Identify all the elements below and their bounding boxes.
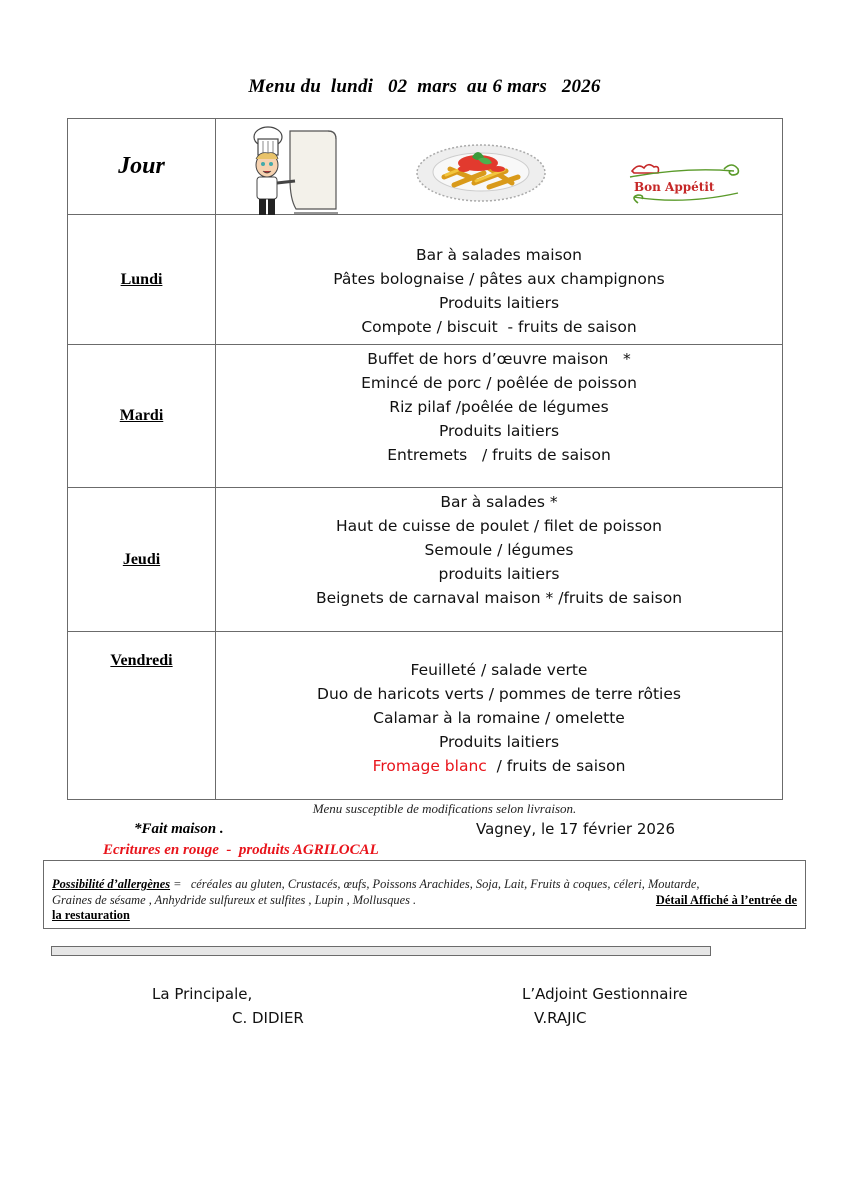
menu-cell-mardi [216,345,783,488]
day-label-mardi: Mardi [68,345,216,488]
menu-item-agrilocal [216,754,782,778]
separator-bar [51,946,711,956]
menu-item: produits laitiers [438,565,560,583]
agrilocal-note: Ecritures en rouge - produits AGRILOCAL [103,842,379,858]
table-header-row [68,119,783,215]
allergen-detail-note: Détail Affiché à l’entrée de [655,892,797,907]
menu-item: Produits laitiers [438,293,560,312]
bon-appetit-logo [628,159,744,211]
menu-item-rest: / fruits de saison [486,757,626,775]
fait-maison-note: *Fait maison . [134,821,224,837]
pasta-plate-illustration [414,139,548,203]
menu-item: Pâtes bolognaise / pâtes aux champignons [333,269,665,288]
svg-text:Bon Appétit: Bon Appétit [634,180,715,194]
day-label-vendredi: Vendredi [68,632,216,800]
menu-item: Buffet de hors d’œuvre maison * [367,350,631,368]
signature-name-adjoint: V.RAJIC [534,1009,587,1027]
modification-notice: Menu susceptible de modifications selon livraison. [312,801,577,816]
menu-item: Bar à salades * [440,493,558,511]
menu-item: Bar à salades maison [416,245,582,264]
menu-item: Produits laitiers [438,733,560,751]
page-title: Menu du lundi 02 mars au 6 mars 2026 [248,76,601,97]
signature-title-principale: La Principale, [152,985,253,1003]
agrilocal-product: Fromage blanc [372,757,487,775]
menu-item: Beignets de carnaval maison * /fruits de saison [315,589,683,607]
allergen-detail-note-end: la restauration [52,908,130,922]
signature-title-adjoint: L’Adjoint Gestionnaire [522,985,688,1003]
day-label-lundi: Lundi [68,215,216,345]
chef-with-menu-scroll-illustration [238,121,368,215]
column-header-jour: Jour [68,119,216,215]
table-row-jeudi [68,488,783,632]
menu-item: Entremets / fruits de saison [387,446,611,464]
menu-item: Calamar à la romaine / omelette [373,709,625,727]
menu-cell-lundi [216,215,783,345]
table-row-lundi [68,215,783,345]
menu-item: Haut de cuisse de poulet / filet de poisson [336,517,662,535]
allergen-list-2: Graines de sésame , Anhydride sulfureux et sulfites , Lupin , Mollusques . [52,892,417,907]
place-date: Vagney, le 17 février 2026 [476,820,676,838]
allergen-line-2 [52,893,797,909]
menu-item: Duo de haricots verts / pommes de terre rôties [317,685,681,703]
table-row-vendredi [68,632,783,800]
allergen-line-1 [52,877,797,893]
allergen-info-box [43,860,806,929]
day-label-jeudi: Jeudi [68,488,216,632]
weekly-menu-table [67,118,783,800]
table-row-mardi [68,345,783,488]
allergen-list-1: céréales au gluten, Crustacés, œufs, Poissons Arachides, Soja, Lait, Fruits à coques, céleri, Moutarde, [190,877,700,891]
menu-cell-jeudi [216,488,783,632]
menu-item: Compote / biscuit - fruits de saison [361,317,637,336]
menu-item: Produits laitiers [438,422,560,440]
menu-cell-vendredi [216,632,783,800]
signature-name-principale: C. DIDIER [232,1009,304,1027]
allergen-line-3 [52,908,797,924]
menu-item: Riz pilaf /poêlée de légumes [389,398,609,416]
menu-item: Feuilleté / salade verte [410,661,588,679]
menu-item: Semoule / légumes [424,541,574,559]
menu-item: Emincé de porc / poêlée de poisson [361,374,637,392]
allergen-label: Possibilité d’allergènes [52,877,171,891]
allergen-equals: = [170,877,191,891]
header-images-cell [216,119,783,215]
